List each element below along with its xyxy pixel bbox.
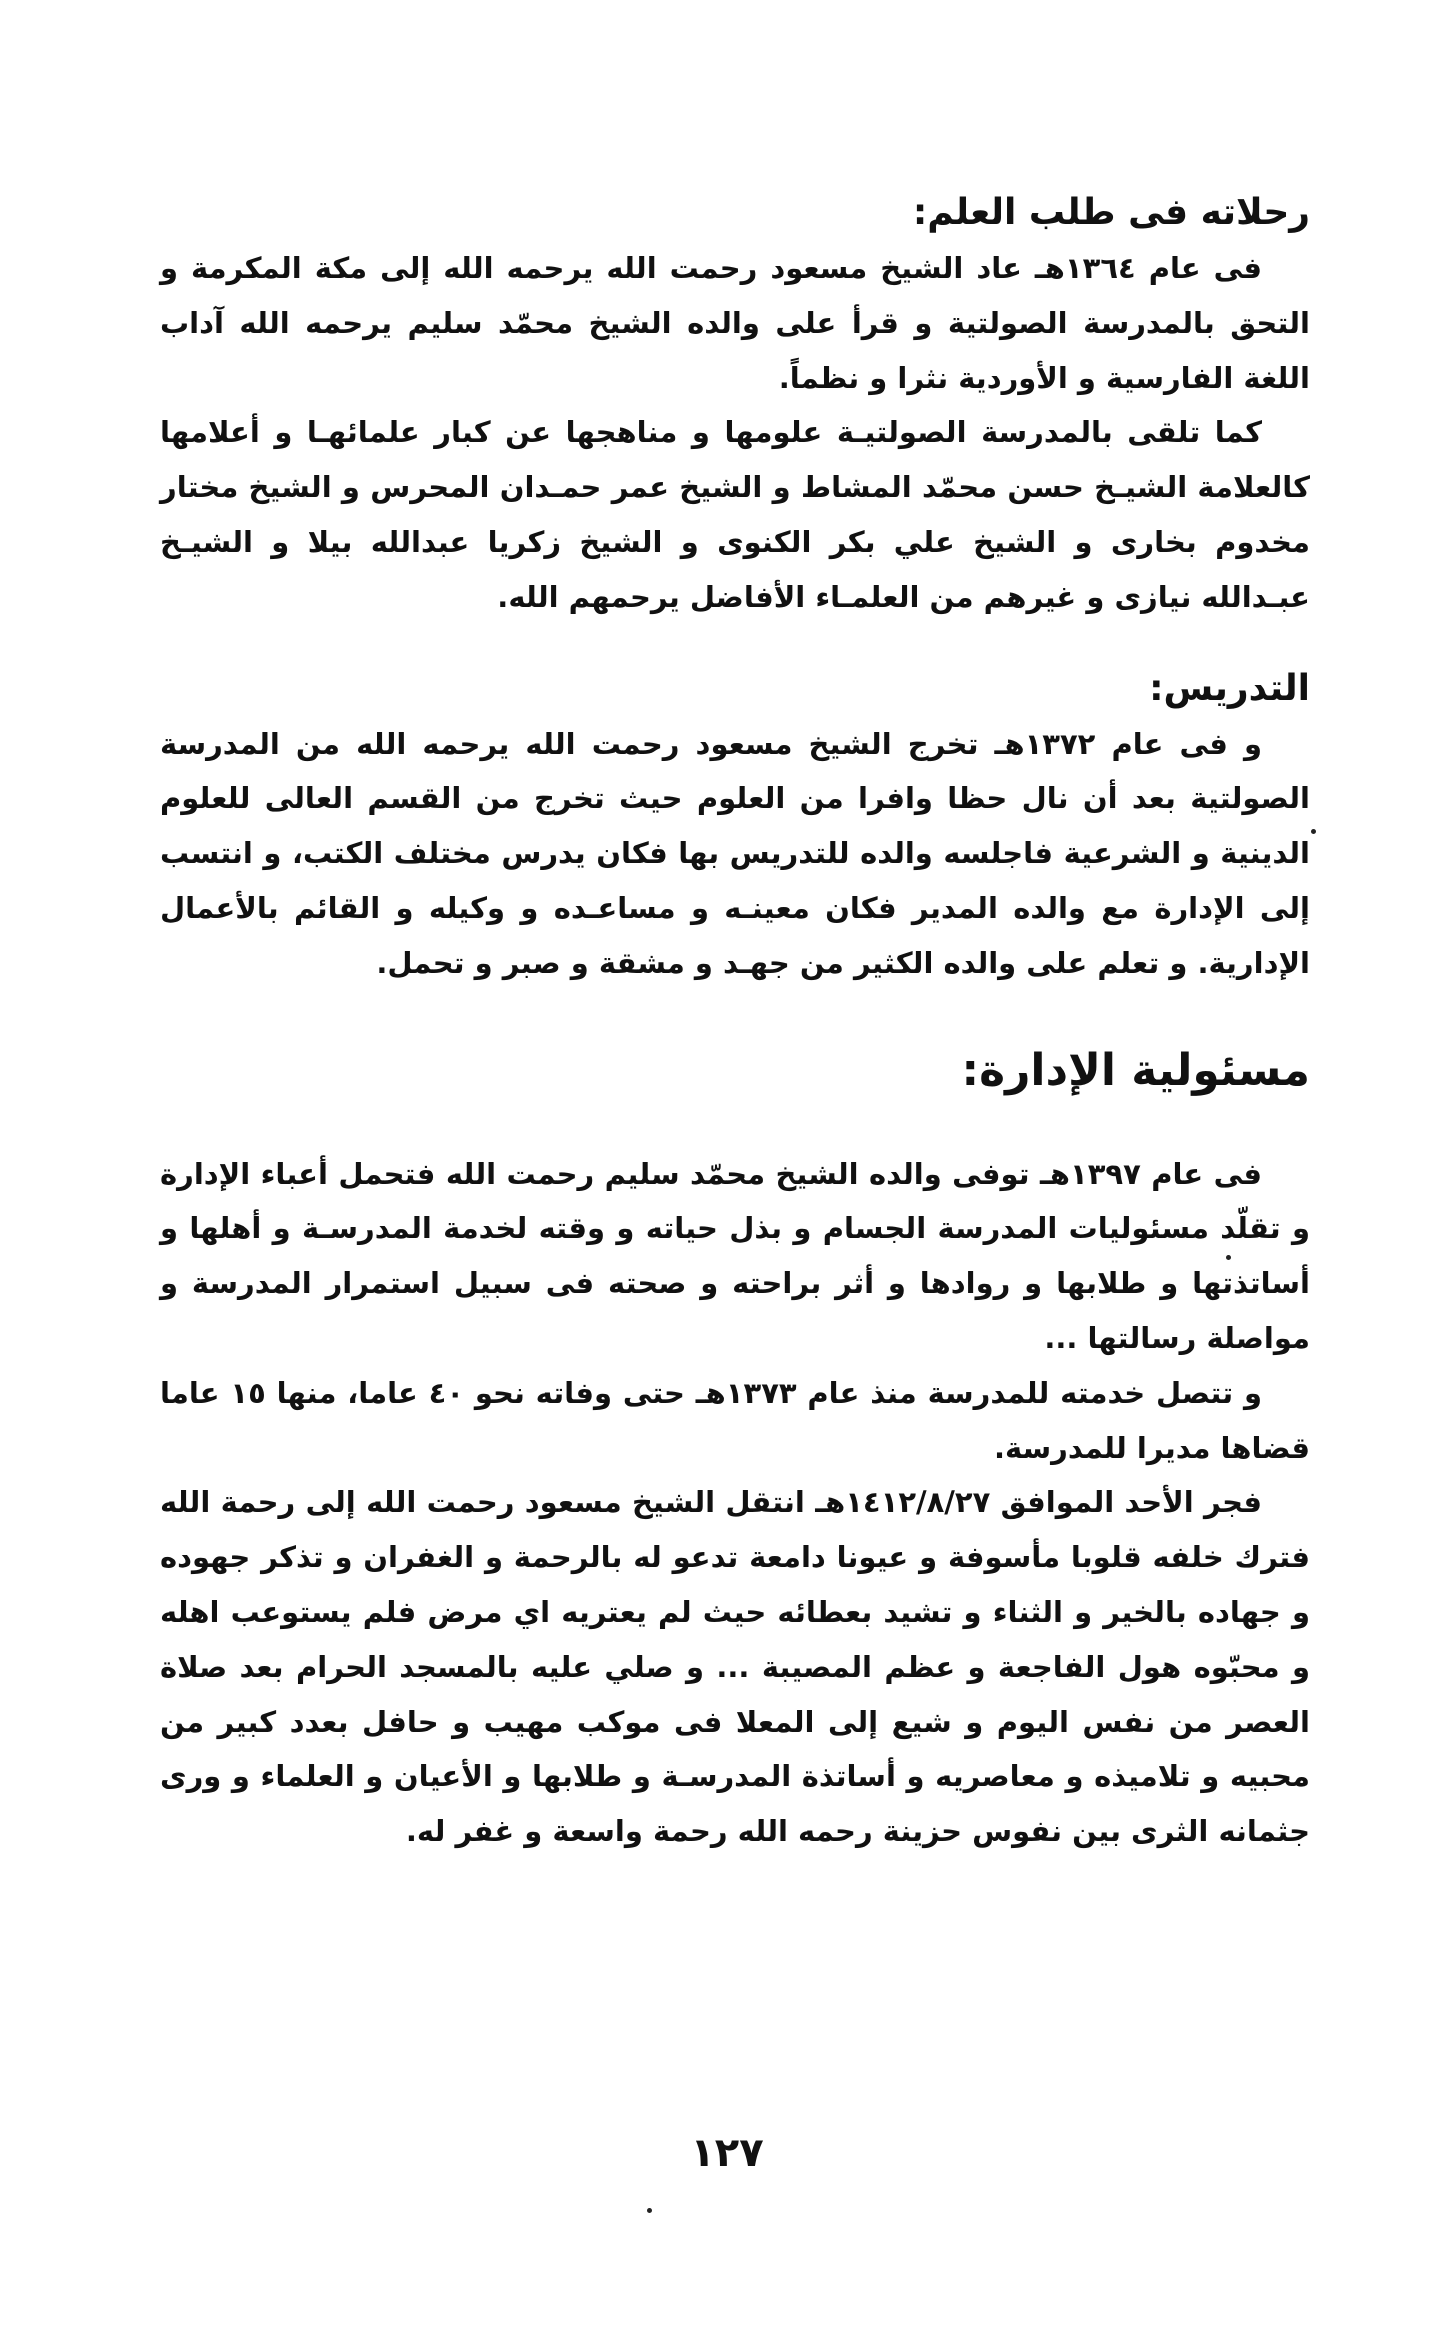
- paragraph-administration-2: و تتصل خدمته للمدرسة منذ عام ١٣٧٣هـ حتى وفاته نحو ٤٠ عاما، منها ١٥ عاما قضاها مديرا للمدرسة.: [160, 1375, 1310, 1465]
- paragraph-teaching-1: و فى عام ١٣٧٢هـ تخرج الشيخ مسعود رحمت الله يرحمه الله من المدرسة الصولتية بعد أن نال حظا وافرا من العلوم حيث تخرج من القسم العالى للعلوم الدينية و الشرعية فاجلسه والده للتدريس بها فكان يدرس مختلف الكتب، و انتسب إلى الإدارة مع والده المدير فكان معينـه و مساعـده و وكيله و القائم بالأعمال الإدارية. و تعلم على والده الكثير من جهـد و مشقة و صبر و تحمل.: [160, 726, 1310, 980]
- section-spacer: [160, 1107, 1310, 1147]
- paragraph-journeys-2: كما تلقى بالمدرسة الصولتيـة علومها و مناهجها عن كبار علمائهـا و أعلامها كالعلامة الشيـخ حسن محمّد المشاط و الشيخ عمر حمـدان المحرس و الشيخ مختار مخدوم بخارى و الشيخ علي بكر الكنوى و الشيخ زكريا عبدالله بيلا و الشيـخ عبـدالله نيازى و غيرهم من العلمـاء الأفاضل يرحمهم الله.: [160, 415, 1310, 614]
- section-spacer: [160, 991, 1310, 1035]
- document-page: [160, 185, 1310, 1859]
- paragraph-administration-1: فى عام ١٣٩٧هـ توفى والده الشيخ محمّد سليم رحمت الله فتحمل أعباء الإدارة و تقلّد مسئوليات المدرسة الجسام و بذل حياته و وقته لخدمة المدرسـة و أهلها و أساتذتها و طلابها و روادها و أثر براحته و صحته فى سبيل استمرار المدرسة و مواصلة رسالتها ...: [160, 1156, 1310, 1355]
- page-number: ١٢٧: [690, 2130, 764, 2176]
- section-spacer: [160, 625, 1310, 661]
- section-heading-teaching: التدريس:: [1149, 667, 1310, 709]
- paragraph-administration-3: فجر الأحد الموافق ١٤١٢/٨/٢٧هـ انتقل الشيخ مسعود رحمت الله إلى رحمة الله فترك خلفه قلوبا مأسوفة و عيونا دامعة تدعو له بالرحمة و الغفران و تذكر جهوده و جهاده بالخير و الثناء و تشيد بعطائه حيث لم يعتريه اي مرض فلم يستوعب اهله و محبّوه هول الفاجعة و عظم المصيبة ... و صلي عليه بالمسجد الحرام بعد صلاة العصر من نفس اليوم و شيع إلى المعلا فى موكب مهيب و حافل بعدد كبير من محبيه و تلاميذه و معاصريه و أساتذة المدرسـة و طلابها و الأعيان و العلماء و ورى جثمانه الثرى بين نفوس حزينة رحمه الله رحمة واسعة و غفر له.: [160, 1485, 1310, 1849]
- scan-speck: [1311, 829, 1316, 834]
- scan-speck: [647, 2208, 652, 2213]
- section-heading-administration: مسئولية الإدارة:: [961, 1044, 1310, 1096]
- section-heading-journeys: رحلاته فى طلب العلم:: [912, 192, 1310, 233]
- scan-speck: [1226, 1255, 1231, 1260]
- paragraph-journeys-1: فى عام ١٣٦٤هـ عاد الشيخ مسعود رحمت الله يرحمه الله إلى مكة المكرمة و التحق بالمدرسة الصولتية و قرأ على والده الشيخ محمّد سليم يرحمه الله آداب اللغة الفارسية و الأوردية نثرا و نظماً.: [160, 251, 1310, 395]
